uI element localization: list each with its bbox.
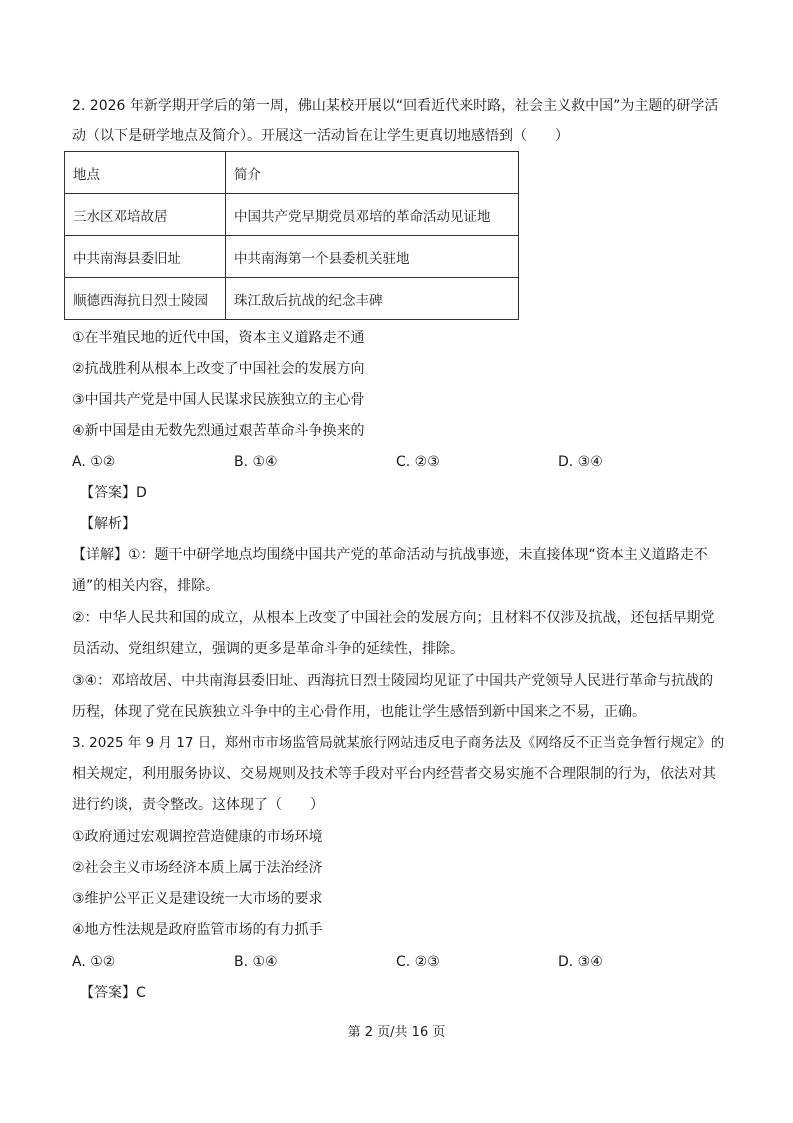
q2-option-a: A. ①② — [72, 454, 116, 470]
q2-detail: ②：中华人民共和国的成立，从根本上改变了中国社会的发展方向；且材料不仅涉及抗战，还包括早期党 — [72, 610, 715, 626]
q2-analysis-label: 【解析】 — [80, 516, 136, 532]
q3-option-a: A. ①② — [72, 954, 116, 970]
q2-detail: 通”的相关内容，排除。 — [72, 578, 220, 594]
q2-item: ④新中国是由无数先烈通过艰苦革命斗争换来的 — [72, 423, 365, 439]
q2-stem-line-1: 2. 2026 年新学期开学后的第一周，佛山某校开展以“回看近代来时路，社会主义救中国”为主题的研学活 — [72, 98, 719, 114]
q3-option-b: B. ①④ — [234, 954, 278, 970]
q2-option-b: B. ①④ — [234, 454, 278, 470]
table-header-cell: 地点 — [65, 152, 226, 194]
q2-item: ③中国共产党是中国人民谋求民族独立的主心骨 — [72, 392, 365, 408]
q2-option-d: D. ③④ — [558, 454, 603, 470]
q2-answer: 【答案】D — [80, 485, 147, 501]
q3-answer: 【答案】C — [80, 985, 146, 1001]
q3-item: ④地方性法规是政府监管市场的有力抓手 — [72, 922, 323, 938]
q3-option-c: C. ②③ — [396, 954, 440, 970]
table-cell: 珠江敌后抗战的纪念丰碑 — [226, 278, 519, 320]
q3-option-d: D. ③④ — [558, 954, 603, 970]
table-row — [65, 278, 519, 320]
table-cell: 中共南海县委旧址 — [65, 236, 226, 278]
q2-table — [64, 151, 519, 320]
q2-detail: 员活动、党组织建立，强调的更多是革命斗争的延续性，排除。 — [72, 641, 464, 657]
table-cell: 三水区邓培故居 — [65, 194, 226, 236]
table-cell: 中共南海第一个县委机关驻地 — [226, 236, 519, 278]
q3-stem-line-2: 相关规定，利用服务协议、交易规则及技术等手段对平台内经营者交易实施不合理限制的行为，依法对其 — [72, 766, 716, 782]
q3-item: ③维护公平正义是建设统一大市场的要求 — [72, 891, 323, 907]
q2-item: ②抗战胜利从根本上改变了中国社会的发展方向 — [72, 361, 365, 377]
table-row — [65, 236, 519, 278]
q3-item: ①政府通过宏观调控营造健康的市场环境 — [72, 829, 323, 845]
q2-detail: 【详解】①：题干中研学地点均围绕中国共产党的革命活动与抗战事迹，未直接体现“资本主义道路走不 — [72, 547, 708, 563]
q3-item: ②社会主义市场经济本质上属于法治经济 — [72, 860, 323, 876]
q3-stem-line-1: 3. 2025 年 9 月 17 日，郑州市市场监管局就某旅行网站违反电子商务法及《网络反不正当竞争暂行规定》的 — [72, 735, 725, 751]
q2-item: ①在半殖民地的近代中国，资本主义道路走不通 — [72, 330, 365, 346]
q3-stem-line-3: 进行约谈，责令整改。这体现了（ ） — [72, 797, 324, 813]
table-row — [65, 194, 519, 236]
table-header-row — [65, 152, 519, 194]
table-cell: 顺德西海抗日烈士陵园 — [65, 278, 226, 320]
page-footer: 第 2 页/共 16 页 — [347, 1025, 446, 1040]
q2-option-c: C. ②③ — [396, 454, 440, 470]
q2-detail: 历程，体现了党在民族独立斗争中的主心骨作用，也能让学生感悟到新中国来之不易，正确。 — [72, 704, 646, 720]
q2-stem-line-2: 动（以下是研学地点及简介）。开展这一活动旨在让学生更真切地感悟到（ ） — [72, 128, 569, 144]
table-cell: 中国共产党早期党员邓培的革命活动见证地 — [226, 194, 519, 236]
q2-detail: ③④：邓培故居、中共南海县委旧址、西海抗日烈士陵园均见证了中国共产党领导人民进行革命与抗战的 — [72, 673, 714, 689]
table-header-cell: 简介 — [226, 152, 519, 194]
